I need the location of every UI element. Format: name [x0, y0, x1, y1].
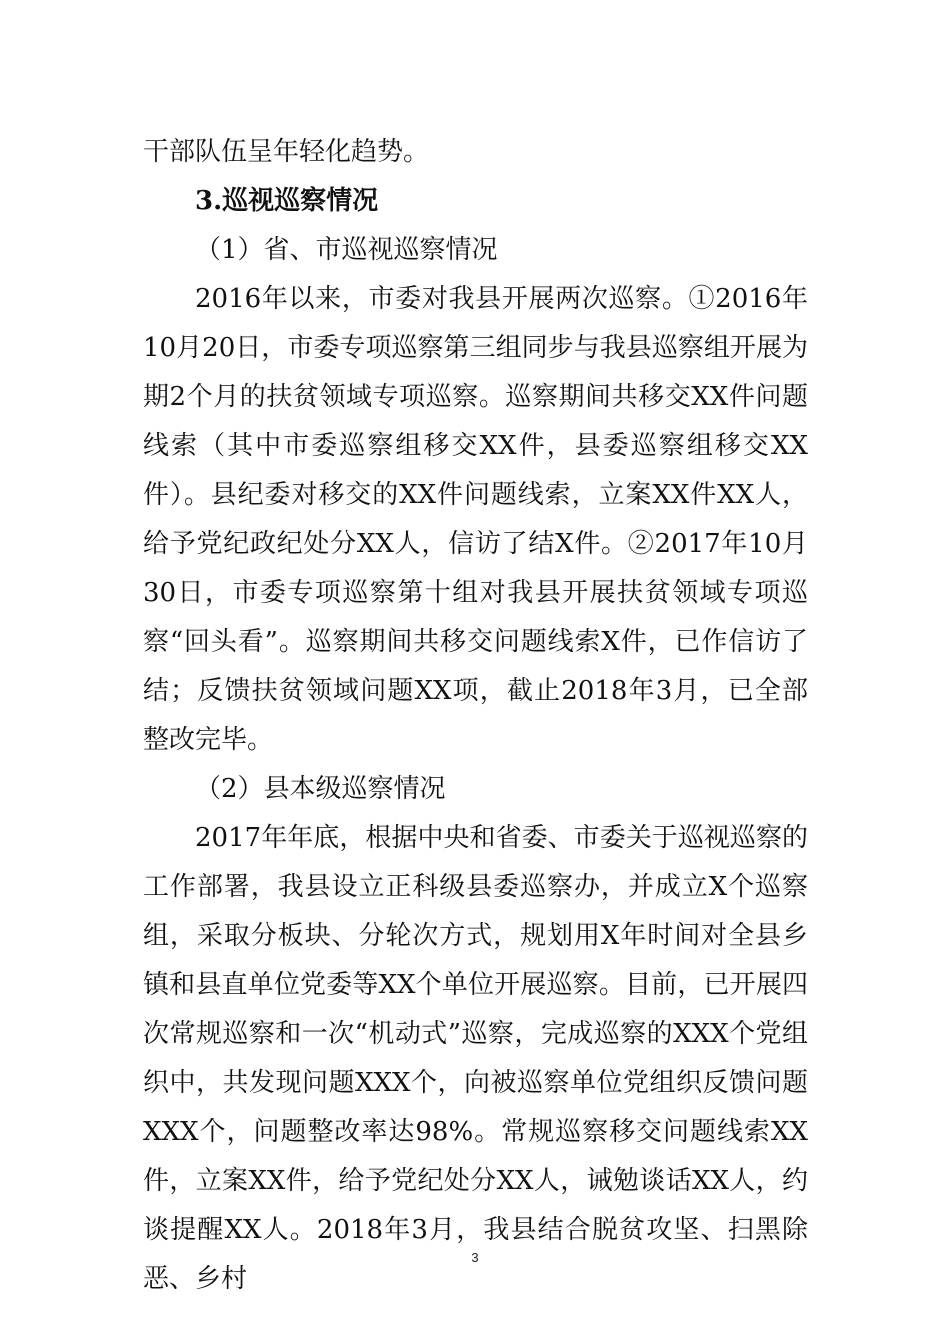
subsection-heading-1: （1）省、市巡视巡察情况	[195, 235, 498, 265]
paragraph-county-inspection: 2017年年底，根据中央和省委、市委关于巡视巡察的工作部署，我县设立正科级县委巡察办，并成立X个巡察组，采取分板块、分轮次方式，规划用X年时间对全县乡镇和县直单位党委等XX个单位开展巡察。目前，已开展四次常规巡察和一次“机动式”巡察，完成巡察的XXX个党组织中，共发现问题XXX个，向被巡察单位党组织反馈问题XXX个，问题整改率达98%。常规巡察移交问题线索XX件，立案XX件，给予党纪处分XX人，诫勉谈话XX人，约谈提醒XX人。2018年3月，我县结合脱贫攻坚、扫黑除恶、乡村	[143, 823, 808, 1294]
page-number: 3	[471, 1250, 479, 1265]
paragraph-provincial-city-inspection: 2016年以来，市委对我县开展两次巡察。①2016年10月20日，市委专项巡察第三组同步与我县巡察组开展为期2个月的扶贫领域专项巡察。巡察期间共移交XX件问题线索（其中市委巡察组移交XX件，县委巡察组移交XX件）。县纪委对移交的XX件问题线索，立案XX件XX人，给予党纪政纪处分XX人，信访了结X件。②2017年10月30日，市委专项巡察第十组对我县开展扶贫领域专项巡察“回头看”。巡察期间共移交问题线索X件，已作信访了结；反馈扶贫领域问题XX项，截止2018年3月，已全部整改完毕。	[143, 284, 808, 755]
subsection-heading-2: （2）县本级巡察情况	[195, 774, 446, 804]
paragraph-continuation: 干部队伍呈年轻化趋势。	[143, 137, 430, 167]
section-heading: 3.巡视巡察情况	[195, 186, 379, 216]
document-body	[143, 128, 808, 1304]
